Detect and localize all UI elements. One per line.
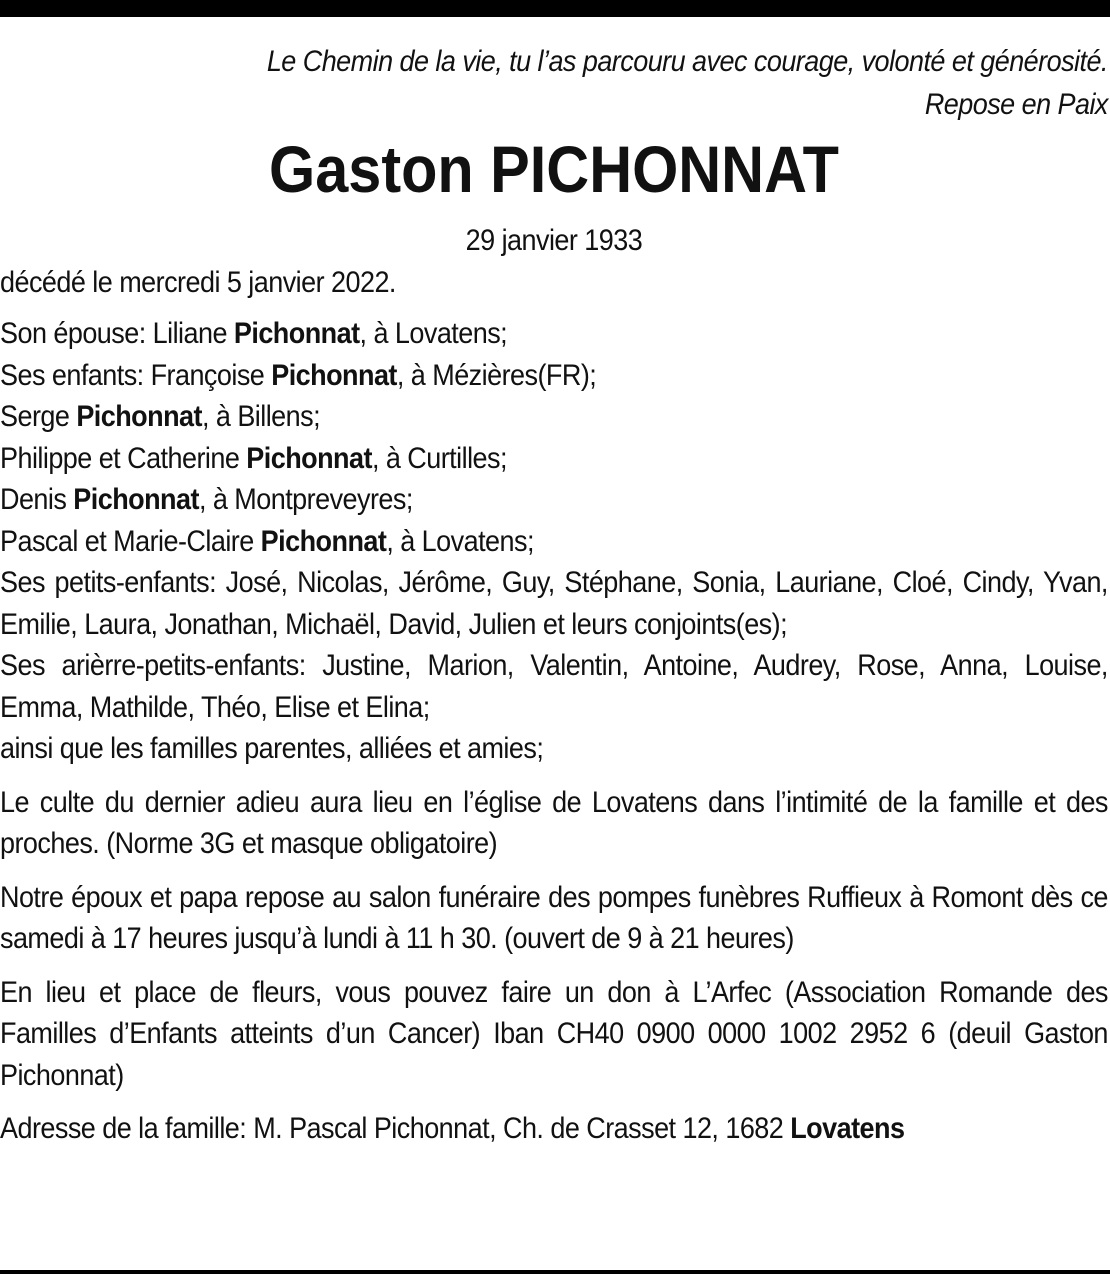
- epigraph-line-2: Repose en Paix: [924, 88, 1108, 121]
- birth-date: 29 janvier 1933: [465, 224, 643, 257]
- donation-paragraph: En lieu et place de fleurs, vous pouvez faire un don à L’Arfec (Association Romande des Familles d’Enfants atteints d’un Cancer) Iban CH40 0900 0000 1002 2952 6 (deuil Gaston Pichonnat): [0, 975, 1108, 1092]
- family-address: Adresse de la famille: M. Pascal Pichonnat, Ch. de Crasset 12, 1682 Lovatens: [0, 1112, 905, 1145]
- epigraph-line-1: Le Chemin de la vie, tu l’as parcouru avec courage, volonté et générosité.: [266, 45, 1108, 78]
- epigraph: [0, 40, 1108, 126]
- child-line: Pascal et Marie-Claire Pichonnat, à Lovatens;: [0, 524, 534, 558]
- child-line: Serge Pichonnat, à Billens;: [0, 400, 321, 433]
- death-line: décédé le mercredi 5 janvier 2022.: [0, 265, 396, 299]
- deceased-name: Gaston PICHONNAT: [269, 132, 839, 206]
- grandchildren-line: Ses petits-enfants: José, Nicolas, Jérôme, Guy, Stéphane, Sonia, Lauriane, Cloé, Cindy, Yvan, Emilie, Laura, Jonathan, Michaël, David, Julien et leurs conjoints(es);: [0, 566, 1108, 641]
- top-rule: [0, 0, 1110, 17]
- child-line: Philippe et Catherine Pichonnat, à Curtilles;: [0, 441, 507, 475]
- great-grandchildren-line: Ses arièrre-petits-enfants: Justine, Marion, Valentin, Antoine, Audrey, Rose, Anna, Louise, Emma, Mathilde, Théo, Elise et Elina;: [0, 649, 1108, 724]
- spouse-line: Son épouse: Liliane Pichonnat, à Lovatens;: [0, 317, 508, 350]
- relatives-line: ainsi que les familles parentes, alliées et amies;: [0, 732, 544, 765]
- child-line: Denis Pichonnat, à Montpreveyres;: [0, 483, 413, 516]
- ceremony-paragraph: Le culte du dernier adieu aura lieu en l’église de Lovatens dans l’intimité de la famille et des proches. (Norme 3G et masque obligatoire): [0, 785, 1108, 860]
- viewing-paragraph: Notre époux et papa repose au salon funéraire des pompes funèbres Ruffieux à Romont dès ce samedi à 17 heures jusqu’à lundi à 11 h 30. (ouvert de 9 à 21 heures): [0, 880, 1108, 955]
- bottom-rule: [0, 1270, 1110, 1274]
- child-line: Ses enfants: Françoise Pichonnat, à Mézières(FR);: [0, 358, 597, 392]
- obituary-notice: [0, 40, 1108, 1150]
- family-list: [0, 313, 1108, 770]
